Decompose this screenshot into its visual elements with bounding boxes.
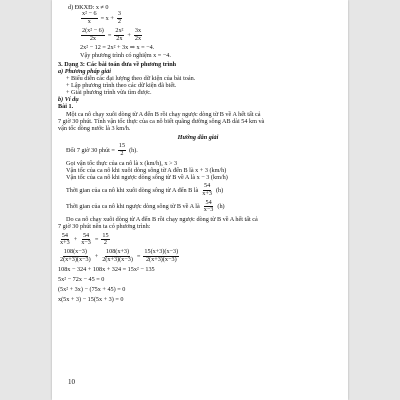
example-title: b) Ví dụ [58,96,79,104]
page-content [58,4,338,303]
section-title: 3. Dạng 3: Các bài toán đưa về phương trình [58,60,177,68]
equation-1: $\frac{\text{x² − 6}}{x}$ = x + $\frac{3}{2}$ [82,10,121,25]
fraction: $\frac{\text{x² − 6}}{x}$ [82,10,97,25]
since-text: 7 giờ 30 phút nên ta có phương trình: [58,223,151,231]
exercise-text: Một ca nô chạy xuôi dòng từ A đến B rồi chạy ngược dòng từ B về A hết tất cả [66,110,261,118]
speed-down-line: Vận tốc của ca nô khi xuôi dòng sông từ A đến B là x + 3 (km/h) [66,166,227,174]
conclusion: Vậy phương trình có nghiệm x = −4. [80,51,171,59]
time-up-line: Thời gian của ca nô khi ngược dòng sông từ B về A là $\frac{54}{x-3}$ (h) [66,198,225,214]
equation-d: 5x² − 72x − 45 = 0 [58,275,105,283]
equation-b: $\frac{108(x-3)}{2(x+3)(x-3)}$ + $\frac{108(x+3)}{2(x+3)(x-3)}$ = $\frac{15(x+3)(x-3)}{2(x+3)(x-3)}$ [60,248,179,263]
equation-3: 2x² − 12 = 2x² + 3x ⇒ x = −4. [80,44,155,52]
method-item: + Lập phương trình theo các dữ kiện đã biết. [66,82,177,89]
equation-2: $\frac{\text{2(x² − 6)}}{2x}$ = $\frac{\text{2x²}}{2x}$ + $\frac{3x}{2x}$ [82,26,142,42]
equation-e: (5x² + 3x) − (75x + 45) = 0 [58,286,126,293]
condition-line: d) ĐKXĐ: x ≠ 0 [68,4,109,11]
convert-line: Đổi 7 giờ 30 phút = $\frac{15}{2}$ (h). [66,142,138,157]
speed-up-line: Vận tốc của ca nô khi ngược dòng sông từ B về A là x − 3 (km/h) [66,173,228,181]
method-title: a) Phương pháp giải [58,67,111,75]
since-text: Do ca nô chạy xuôi dòng từ A đến B rồi chạy ngược dòng từ B về A hết tất cả [66,216,258,224]
exercise-title: Bài 1. [58,103,74,111]
exercise-text: vận tốc dòng nước là 3 km/h. [58,124,131,132]
equation-c: 108x − 324 + 108x + 324 = 15x² − 135 [58,265,155,273]
equation-f: x(5x + 3) − 15(5x + 3) = 0 [58,296,124,304]
method-item: + Giải phương trình vừa tìm được. [66,89,152,97]
solution-title: Hướng dẫn giải [177,133,219,141]
method-item: + Biểu diễn các đại lượng theo dữ kiện của bài toán. [66,74,196,82]
time-down-line: Thời gian của ca nô khi xuôi dòng sông từ A đến B là $\frac{54}{x+3}$ (h) [66,182,224,197]
let-line: Gọi vận tốc thực của ca nô là x (km/h), x > 3 [66,159,178,167]
exercise-text: 7 giờ 30 phút. Tính vận tốc thực của ca nô biết quãng đường sông AB dài 54 km và [58,117,265,125]
page-number: 10 [68,378,75,386]
equation-a: $\frac{54}{x+3}$ + $\frac{54}{x-3}$ = $\frac{15}{2}$ [60,231,109,247]
fraction: $\frac{3}{2}$ [117,10,121,25]
